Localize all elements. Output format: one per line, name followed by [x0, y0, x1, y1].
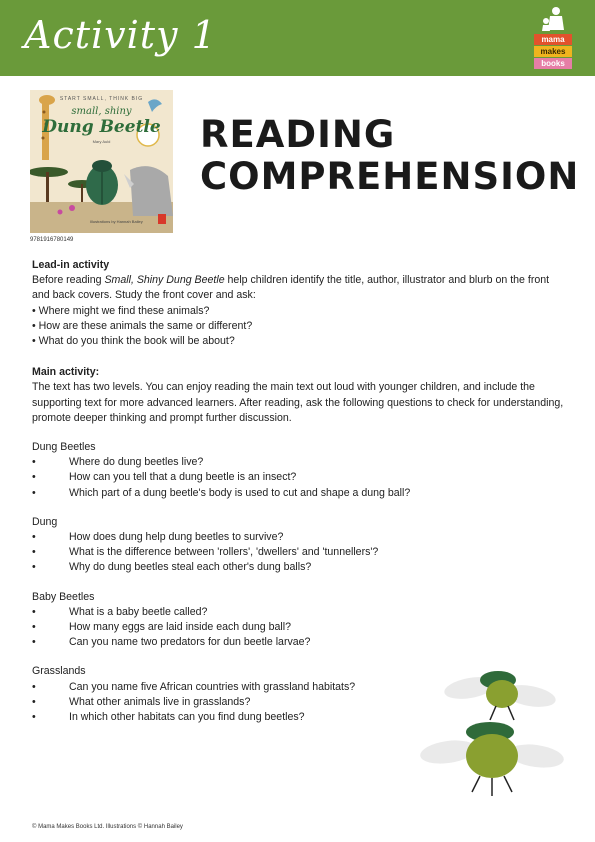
question-text: What is the difference between 'rollers', 'dwellers' and 'tunnellers'? [69, 546, 379, 559]
bullet: • [32, 636, 36, 649]
question-text: Why do dung beetles steal each other's dung balls? [69, 561, 312, 574]
question-text: How many eggs are laid inside each dung ball? [69, 621, 292, 634]
question-item [32, 620, 566, 635]
bullet: • [32, 471, 36, 484]
question-text: In which other habitats can you find dung beetles? [69, 711, 305, 724]
question-text: How can you tell that a dung beetle is an insect? [69, 471, 297, 484]
logo-word-3: books [534, 58, 572, 69]
section-title: Baby Beetles [32, 590, 95, 603]
bullet: • [32, 486, 36, 499]
question-text: Where do dung beetles live? [69, 456, 204, 469]
question-text: Which part of a dung beetle's body is used to cut and shape a dung ball? [69, 486, 411, 499]
question-text: Can you name two predators for dun beetle larvae? [69, 636, 311, 649]
question-item [32, 605, 566, 620]
reading-figure-icon [540, 6, 566, 32]
question-text: Can you name five African countries with grassland habitats? [69, 680, 356, 693]
cover-illustrator: Illustrations by Hannah Bailey [90, 219, 143, 224]
section-baby-beetles [32, 590, 566, 651]
page-title-line-2: COMPREHENSION [200, 155, 580, 198]
bullet: • [32, 621, 36, 634]
book-name: Small, Shiny Dung Beetle [104, 274, 225, 287]
bullet: • [32, 605, 36, 618]
logo-word-2: makes [534, 46, 572, 57]
isbn: 9781916780149 [30, 237, 74, 243]
cover-tagline: START SMALL, THINK BIG [59, 96, 144, 102]
main-activity-text: The text has two levels. You can enjoy reading the main text out loud with younger children, and include the supporting text for more advanced learners. After reading, ask the following questions to check for understanding, promote deeper thinking and prompt further discussion. [32, 381, 564, 424]
main-activity-heading: Main activity: [32, 366, 100, 379]
question-item [32, 530, 566, 545]
book-cover-image [30, 90, 173, 233]
flying-beetles-illustration [418, 660, 568, 810]
lead-in-bullet: • What do you think the book will be about? [32, 335, 235, 348]
question-item [32, 560, 566, 575]
page-title [200, 114, 579, 198]
header-bar [0, 0, 595, 76]
publisher-logo [534, 6, 572, 68]
section-title: Dung Beetles [32, 441, 96, 454]
bullet: • [32, 456, 36, 469]
lead-in-bullet: • Where might we find these animals? [32, 304, 210, 317]
section-title: Grasslands [32, 665, 86, 678]
section-title: Dung [32, 515, 58, 528]
activity-content [32, 258, 566, 725]
lead-in-heading: Lead-in activity [32, 259, 110, 271]
logo-word-1: mama [534, 34, 572, 45]
question-item [32, 635, 566, 650]
question-text: What is a baby beetle called? [69, 605, 208, 618]
footer-copyright: © Mama Makes Books Ltd. Illustrations © Hannah Bailey [32, 824, 183, 830]
question-item [32, 545, 566, 560]
lead-in-text-after: help children identify the title, author, illustrator and blurb on the front and back covers. Study the front cover and ask: [32, 274, 550, 302]
cover-author: Mary Auld [92, 139, 111, 144]
bullet: • [32, 680, 36, 693]
lead-in-text [32, 273, 566, 303]
bullet: • [32, 695, 36, 708]
cover-small-title: small, shiny [71, 106, 132, 117]
question-text: What other animals live in grasslands? [69, 695, 251, 708]
bullet: • [32, 546, 36, 559]
bullet: • [32, 561, 36, 574]
page-title-line-1: READING [200, 113, 396, 156]
cover-title: Dung Beetle [42, 117, 161, 137]
question-item [32, 470, 566, 485]
bullet: • [32, 711, 36, 724]
section-dung [32, 515, 566, 576]
question-item [32, 455, 566, 470]
bullet: • [32, 531, 36, 544]
question-text: How does dung help dung beetles to survive? [69, 531, 284, 544]
section-dung-beetles [32, 440, 566, 501]
question-item [32, 486, 566, 501]
lead-in-bullet: • How are these animals the same or different? [32, 319, 253, 332]
activity-title: Activity 1 [24, 13, 217, 57]
lead-in-text-before: Before reading [32, 274, 105, 287]
